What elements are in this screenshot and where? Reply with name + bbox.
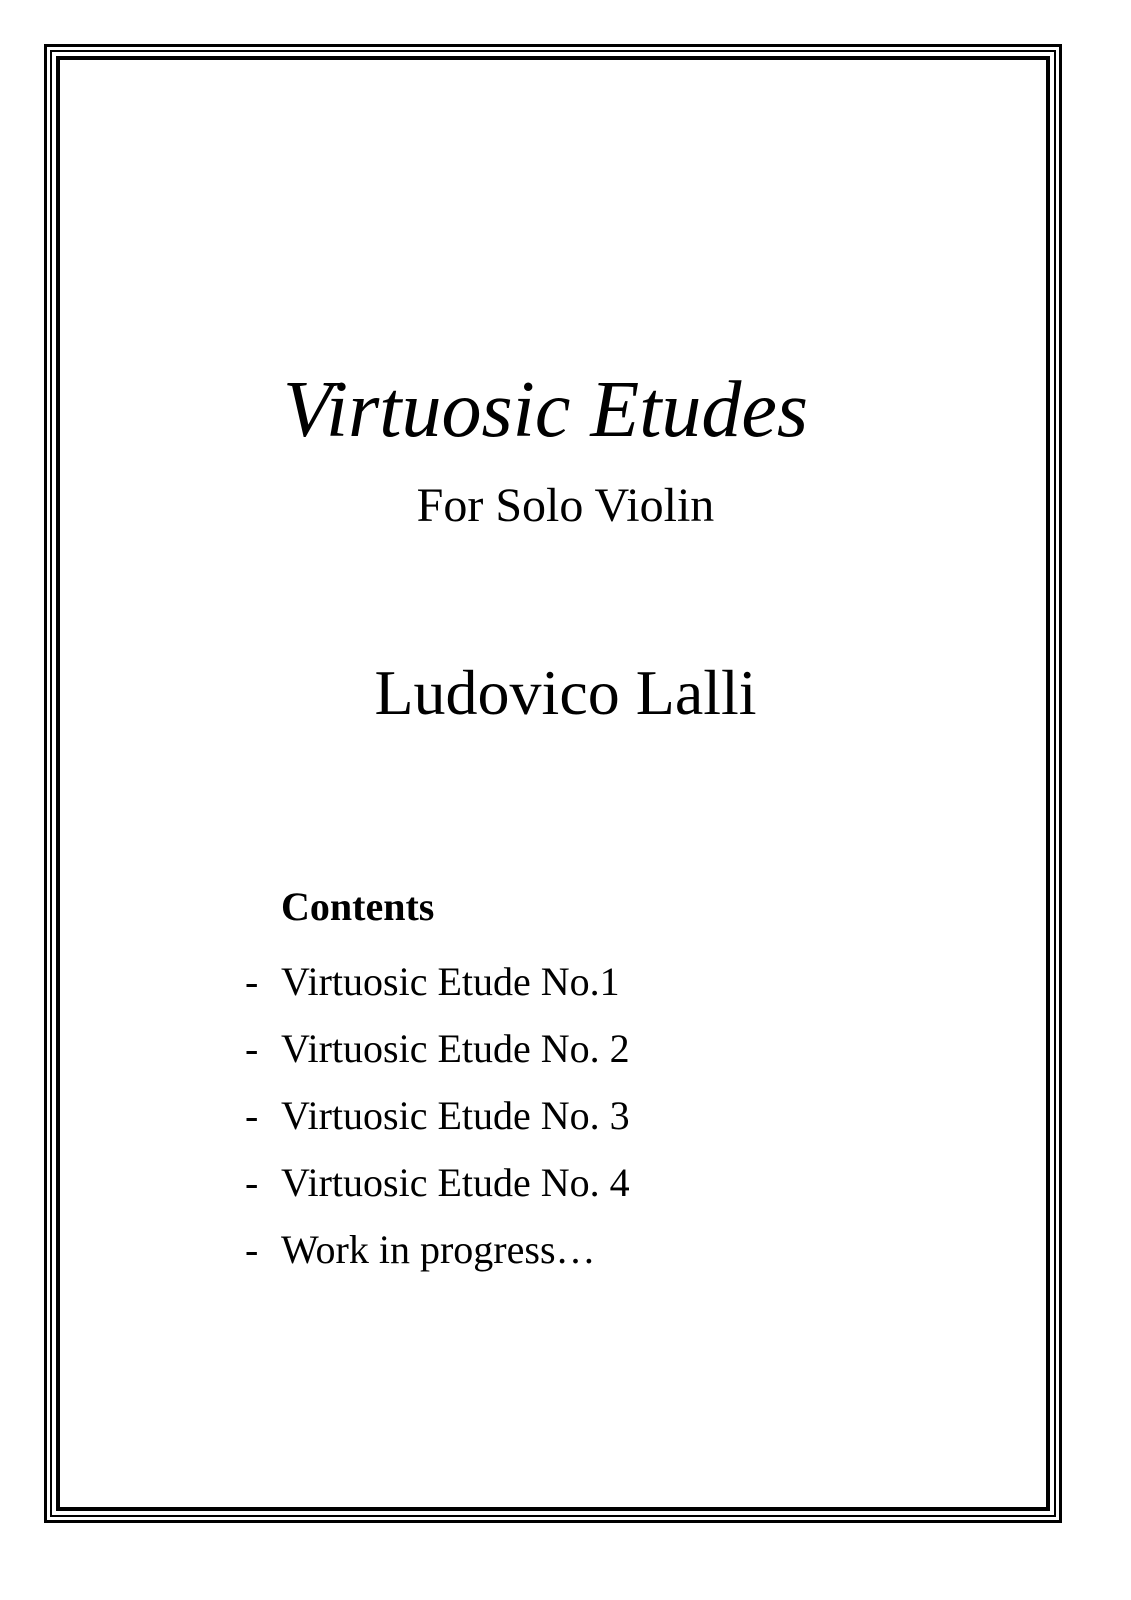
list-bullet: - bbox=[245, 1026, 259, 1071]
document-title: Virtuosic Etudes bbox=[282, 366, 809, 454]
contents-item bbox=[245, 948, 630, 1015]
contents-item bbox=[245, 1015, 630, 1082]
contents-item-label: Virtuosic Etude No.1 bbox=[281, 959, 620, 1004]
list-bullet: - bbox=[245, 959, 259, 1004]
contents-heading: Contents bbox=[281, 884, 435, 929]
list-bullet: - bbox=[245, 1093, 259, 1138]
list-bullet: - bbox=[245, 1160, 259, 1205]
contents-item bbox=[245, 1082, 630, 1149]
document-subtitle: For Solo Violin bbox=[416, 479, 715, 532]
contents-item-label: Virtuosic Etude No. 2 bbox=[281, 1026, 630, 1071]
contents-item bbox=[245, 1216, 630, 1283]
contents-list bbox=[245, 948, 630, 1283]
composer-name: Ludovico Lalli bbox=[374, 657, 757, 728]
contents-item-label: Virtuosic Etude No. 4 bbox=[281, 1160, 630, 1205]
page-border-inner bbox=[56, 56, 1050, 1511]
list-bullet: - bbox=[245, 1227, 259, 1272]
contents-item-label: Work in progress… bbox=[281, 1227, 596, 1272]
contents-item-label: Virtuosic Etude No. 3 bbox=[281, 1093, 630, 1138]
contents-item bbox=[245, 1149, 630, 1216]
